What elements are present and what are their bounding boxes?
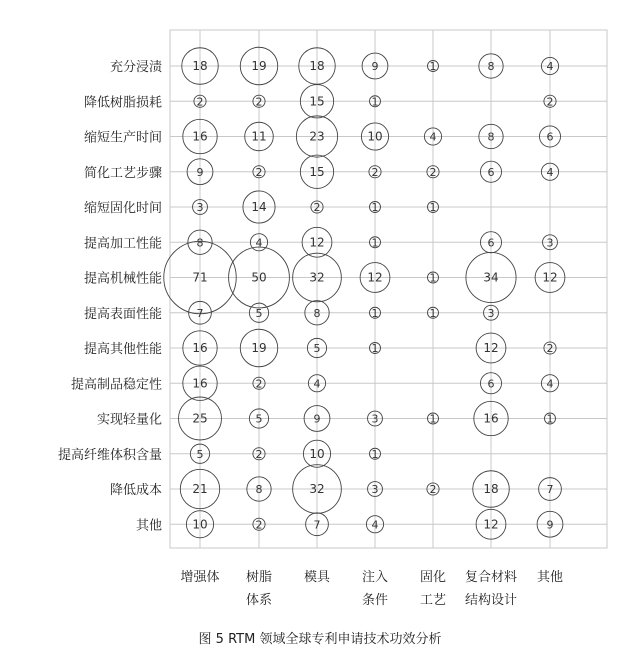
bubble-value-label: 1 <box>371 306 379 320</box>
bubble-value-label: 4 <box>546 377 554 391</box>
bubble-value-label: 25 <box>192 411 208 426</box>
bubble-value-label: 1 <box>371 342 379 355</box>
bubble-value-label: 21 <box>192 482 208 496</box>
y-tick-label: 缩短固化时间 <box>83 201 162 216</box>
x-tick-label: 增强体 <box>180 570 220 585</box>
bubble-value-label: 7 <box>196 306 204 320</box>
bubble-value-label: 1 <box>429 60 437 73</box>
bubble-value-label: 71 <box>192 270 208 285</box>
y-tick-label: 其他 <box>135 518 162 534</box>
y-tick-label: 提高纤维体积含量 <box>57 447 162 463</box>
bubble-value-label: 9 <box>313 412 321 426</box>
bubble-value-label: 1 <box>429 271 437 285</box>
bubble-value-label: 2 <box>371 165 379 179</box>
bubble-value-label: 16 <box>192 341 208 355</box>
bubble-value-label: 10 <box>367 129 383 144</box>
bubble-value-label: 1 <box>371 95 379 109</box>
bubble-value-label: 3 <box>487 306 495 320</box>
bubble-value-label: 1 <box>546 412 554 426</box>
y-tick-label: 简化工艺步骤 <box>83 165 162 181</box>
bubble-value-label: 7 <box>546 483 554 496</box>
bubble-value-label: 1 <box>371 201 379 214</box>
bubble-value-label: 2 <box>255 518 263 532</box>
bubble-value-label: 11 <box>251 129 267 144</box>
x-tick-label: 模具 <box>303 570 331 585</box>
x-tick-label: 注入条件 <box>361 570 389 608</box>
bubble-value-label: 9 <box>196 165 204 179</box>
bubble-value-label: 8 <box>487 130 495 144</box>
bubble-value-label: 1 <box>429 412 437 426</box>
bubble-value-label: 12 <box>483 517 499 532</box>
y-tick-label: 提高其他性能 <box>83 342 162 357</box>
bubble-value-label: 6 <box>546 130 554 144</box>
bubble-value-label: 4 <box>546 165 554 179</box>
bubble-value-label: 2 <box>255 377 263 391</box>
y-tick-label: 提高表面性能 <box>83 306 162 322</box>
bubble-value-label: 4 <box>429 130 437 144</box>
x-tick-label: 固化工艺 <box>419 570 447 608</box>
bubble-value-label: 8 <box>313 306 321 320</box>
plot-frame <box>170 30 607 548</box>
bubble-value-label: 50 <box>251 270 267 285</box>
bubble-value-label: 4 <box>371 518 379 532</box>
y-tick-label: 降低树脂损耗 <box>83 95 162 111</box>
y-tick-label: 缩短生产时间 <box>83 130 162 146</box>
bubble-value-label: 2 <box>255 95 263 109</box>
bubble-value-label: 18 <box>483 482 499 496</box>
bubble-value-label: 12 <box>542 270 558 285</box>
bubble-value-label: 2 <box>429 483 437 496</box>
bubble-value-label: 8 <box>255 483 263 496</box>
bubble-value-label: 5 <box>255 412 263 426</box>
bubble-value-label: 9 <box>371 60 379 73</box>
y-tick-label: 充分浸渍 <box>109 60 162 75</box>
bubble-value-label: 3 <box>371 412 379 426</box>
bubble-value-label: 5 <box>255 306 263 320</box>
bubble-value-label: 4 <box>313 377 321 391</box>
y-tick-label: 提高机械性能 <box>83 271 162 287</box>
bubble-value-label: 12 <box>367 270 383 285</box>
bubble-value-label: 19 <box>251 341 267 355</box>
bubble-value-label: 7 <box>313 518 321 532</box>
bubble-value-label: 19 <box>251 59 267 73</box>
bubble-value-label: 2 <box>255 165 263 179</box>
bubble-value-label: 16 <box>192 129 208 144</box>
y-tick-label: 提高加工性能 <box>83 236 162 252</box>
bubble-value-label: 32 <box>309 482 325 496</box>
bubble-value-label: 16 <box>192 376 208 391</box>
y-tick-label: 实现轻量化 <box>96 412 162 428</box>
y-tick-label: 提高制品稳定性 <box>70 377 162 393</box>
bubble-value-label: 2 <box>546 342 554 355</box>
bubble-value-label: 2 <box>196 95 204 109</box>
bubble-value-label: 5 <box>196 447 204 461</box>
bubble-value-label: 2 <box>429 165 437 179</box>
x-tick-label: 树脂体系 <box>245 570 273 608</box>
bubble-value-label: 15 <box>309 164 325 179</box>
bubble-value-label: 2 <box>546 95 554 109</box>
bubble-value-label: 18 <box>192 59 208 73</box>
bubble-value-label: 10 <box>309 446 325 461</box>
bubble-value-label: 8 <box>196 236 204 250</box>
bubble-value-label: 8 <box>487 60 495 73</box>
bubble-value-label: 1 <box>429 306 437 320</box>
figure-caption: 图 5 RTM 领域全球专利申请技术功效分析 <box>198 632 442 647</box>
bubble-value-label: 3 <box>546 236 554 250</box>
bubble-value-label: 6 <box>487 165 495 179</box>
bubble-value-label: 23 <box>309 129 325 144</box>
x-tick-label: 其他 <box>536 570 564 585</box>
bubble-value-label: 12 <box>483 341 499 355</box>
bubble-value-label: 32 <box>309 270 325 285</box>
bubble-value-label: 4 <box>255 236 263 250</box>
bubble-value-label: 6 <box>487 236 495 250</box>
bubble-value-label: 15 <box>309 94 325 109</box>
x-tick-label: 复合材料结构设计 <box>464 570 518 608</box>
bubble-value-label: 2 <box>255 447 263 461</box>
bubble-value-label: 3 <box>371 483 379 496</box>
bubble-value-label: 1 <box>371 447 379 461</box>
bubble-value-label: 14 <box>251 200 267 214</box>
bubble-value-label: 34 <box>483 270 499 285</box>
bubble-value-label: 1 <box>429 201 437 214</box>
bubble-value-label: 12 <box>309 235 325 250</box>
y-tick-label: 降低成本 <box>109 483 162 498</box>
bubble-value-label: 18 <box>309 59 325 73</box>
bubble-value-label: 2 <box>313 201 321 214</box>
bubble-value-label: 9 <box>546 518 554 532</box>
bubble-value-label: 10 <box>192 517 208 532</box>
bubble-value-label: 4 <box>546 60 554 73</box>
bubble-value-label: 16 <box>483 411 499 426</box>
bubble-value-label: 5 <box>313 342 321 355</box>
bubble-value-label: 1 <box>371 236 379 250</box>
bubble-value-label: 3 <box>196 201 204 214</box>
bubble-value-label: 6 <box>487 377 495 391</box>
